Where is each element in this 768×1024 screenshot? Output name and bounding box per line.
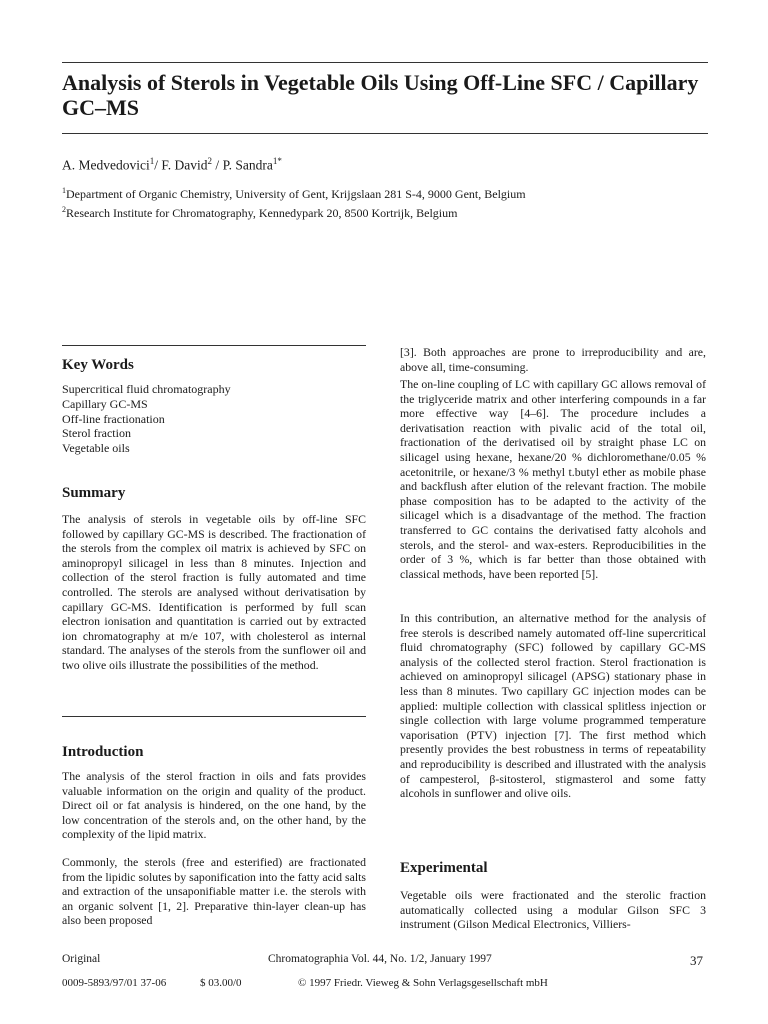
introduction-paragraph: Commonly, the sterols (free and esterified) are fractionated from the lipidic solutes by saponification into the fatty acid salts and extraction of the unsaponifiable matter i.e. the sterols with an organic solvent [1, 2]. Preparative thin-layer clean-up has also been proposed	[62, 855, 366, 928]
author-affiliation-mark: 1	[149, 156, 155, 166]
author-line	[62, 156, 282, 174]
affiliation-mark: 2	[62, 205, 66, 214]
keywords-top-rule	[62, 345, 366, 346]
affiliation-text: Department of Organic Chemistry, University of Gent, Krijgslaan 281 S-4, 9000 Gent, Belgium	[66, 187, 526, 201]
doi-code: 0009-5893/97/01 37-06	[62, 977, 167, 989]
body-paragraph: The on-line coupling of LC with capillary GC allows removal of the triglyceride matrix and other interfering compounds in a far more effective way [4–6]. The procedure includes a derivatisation reaction with pivalic acid of the total oil, fractionation of the derivatised oil by straight phase LC on silicagel using hexane, hexane/20 % dichloromethane/0.05 % acetonitrile, or hexane/3 % methyl t.butyl ether as mobile phase and backflush after elution of the relevant fraction. The mobile phase composition has to be adapted to the activity of the silicagel which is a disadvantage of the method. The fraction transferred to GC contains the derivatised fatty alcohols and sterols, and the sterol- and wax-esters. Reproducibilities in the order of 3 %, which is far better than those obtained with classical methods, have been reported [5].	[400, 377, 706, 581]
author-name: A. Medvedovici	[62, 157, 150, 173]
body-paragraph: In this contribution, an alternative method for the analysis of free sterols is described namely automated off-line supercritical fluid chromatography (SFC) followed by capillary GC-MS analysis of the collected sterol fraction. Sterol fractionation is achieved on aminopropyl silicagel (APSG) stationary phase in less than 8 minutes. Two capillary GC injection modes can be applied: multiple collection with classical splitless injection or single collection with large volume programmed temperature vaporisation (PTV) injection [7]. The first method which presently provides the best robustness in terms of repeatability and reproducibility is described and illustrated with the analysis of campesterol, β-sitosterol, stigmasterol and some fatty alcohols in sunflower and olive oils.	[400, 611, 706, 801]
keyword-item: Supercritical fluid chromatography	[62, 382, 231, 396]
experimental-paragraph: Vegetable oils were fractionated and the sterolic fraction automatically collected using a modular Gilson SFC 3 instrument (Gilson Medical Electronics, Villiers-	[400, 888, 706, 932]
keyword-item: Sterol fraction	[62, 426, 131, 441]
keyword-list	[62, 382, 231, 456]
affiliation-text: Research Institute for Chromatography, Kennedypark 20, 8500 Kortrijk, Belgium	[66, 206, 458, 220]
affiliation-line	[62, 202, 526, 221]
affiliation-line	[62, 183, 526, 202]
affiliation-mark: 1	[62, 186, 66, 195]
keyword-item: Vegetable oils	[62, 441, 130, 456]
author-separator: /	[154, 157, 162, 173]
summary-heading: Summary	[62, 485, 126, 501]
top-rule	[62, 62, 708, 63]
keyword-item: Capillary GC-MS	[62, 396, 148, 411]
article-title: Analysis of Sterols in Vegetable Oils Using Off-Line SFC / Capillary GC–MS	[62, 70, 699, 120]
title-bottom-rule	[62, 133, 708, 134]
summary-text: The analysis of sterols in vegetable oils by off-line SFC followed by capillary GC-MS is described. The fractionation of the sterols from the complex oil matrix is achieved by SFC on aminopropyl silicagel in less than 8 minutes. Injection and collection of the sterol fraction is fully automated and time controlled. The sterols are analysed without derivatisation by capillary GC-MS. Identification is performed by full scan electron ionisation and quantitation is carried out by extracted ion chromatography at m/e 107, with cholesterol as internal standard. The analyses of the sterols from the sunflower oil and two olive oils illustrate the possibilities of the method.	[62, 512, 366, 672]
body-paragraph: [3]. Both approaches are prone to irreproducibility and are, above all, time-consuming.	[400, 345, 706, 374]
article-type: Original	[62, 953, 101, 965]
introduction-paragraph: The analysis of the sterol fraction in oils and fats provides valuable information on the origin and quality of the product. Direct oil or fat analysis is hindered, on the one hand, by the low concentration of the sterols and, on the other hand, by the complexity of the lipid matrix.	[62, 769, 366, 842]
introduction-heading: Introduction	[62, 744, 144, 760]
author-name: F. David	[161, 157, 208, 173]
copyright: © 1997 Friedr. Vieweg & Sohn Verlagsgesellschaft mbH	[298, 977, 548, 989]
affiliations	[62, 183, 526, 221]
author-affiliation-mark: 1*	[272, 156, 282, 166]
article-price: $ 03.00/0	[200, 977, 242, 989]
keywords-heading: Key Words	[62, 357, 134, 373]
keyword-item: Off-line fractionation	[62, 411, 165, 426]
summary-bottom-rule	[62, 716, 366, 717]
journal-citation: Chromatographia Vol. 44, No. 1/2, January 1997	[268, 953, 492, 965]
experimental-heading: Experimental	[400, 860, 488, 876]
author-separator: /	[212, 157, 223, 173]
page-number: 37	[690, 953, 703, 968]
author-affiliation-mark: 2	[207, 156, 213, 166]
author-name: P. Sandra	[222, 157, 273, 173]
